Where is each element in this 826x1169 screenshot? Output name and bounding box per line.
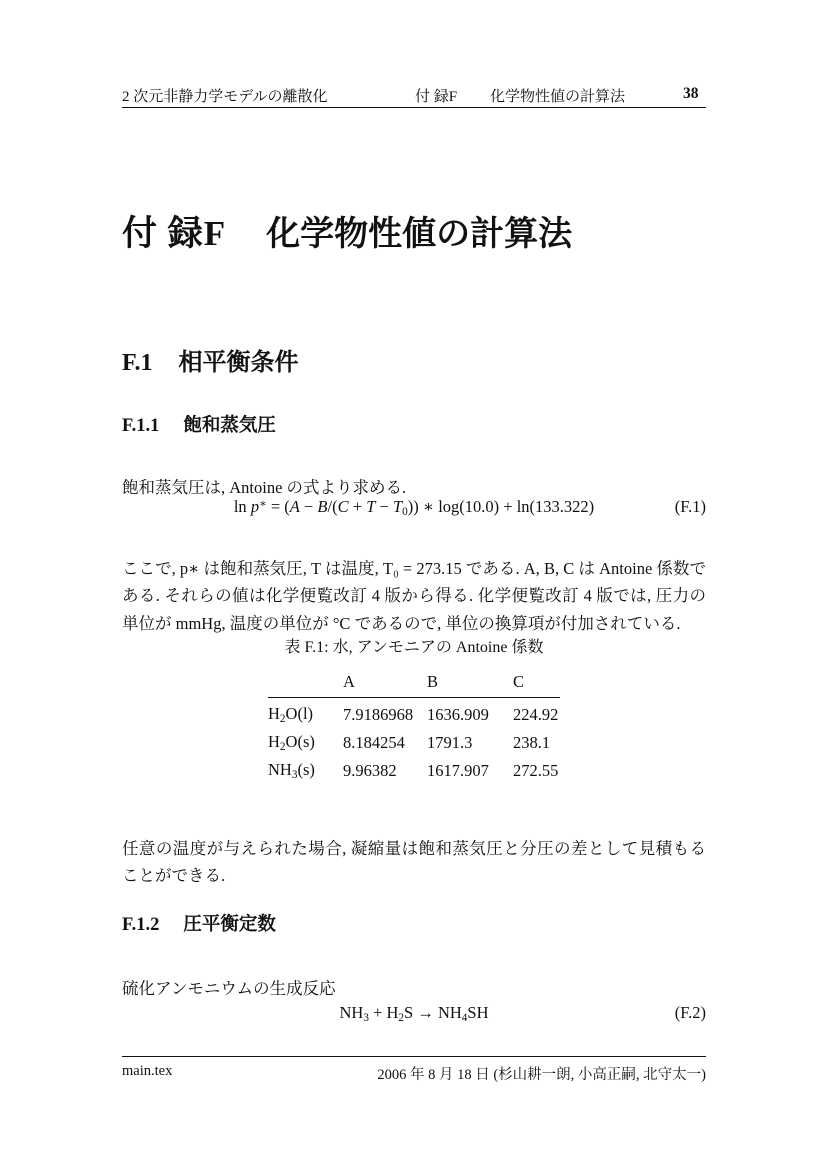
subsection-number: F.1.2 bbox=[122, 915, 160, 935]
header-page-number: 38 bbox=[683, 85, 699, 102]
footer-date-authors: 2006 年 8 月 18 日 (杉山耕一朗, 小高正嗣, 北守太一) bbox=[377, 1067, 706, 1083]
cell-b: 1636.909 bbox=[427, 704, 489, 724]
chapter-label: 付 録F bbox=[122, 214, 227, 253]
cell-c: 238.1 bbox=[513, 732, 551, 752]
paragraph-antoine-description: ここで, p∗ は飽和蒸気圧, T は温度, T₀ = 273.15 である. A, B, C は Antoine 係数である. それらの値は化学便覧改訂 4 版から得る. 化学便覧改訂 4 版では, 圧力の単位が mmHg, 温度の単位が °C であるので, 単位の換算項が付加されている. bbox=[122, 558, 706, 633]
row-label: NH3(s) bbox=[268, 760, 315, 781]
subsection-title: 圧平衡定数 bbox=[183, 913, 276, 934]
table-header-a: A bbox=[343, 672, 427, 698]
paragraph-condensation: 任意の温度が与えられた場合, 凝縮量は飽和蒸気圧と分圧の差として見積もることができる. bbox=[122, 838, 706, 885]
page-footer bbox=[122, 1063, 706, 1084]
footer-filename: main.tex bbox=[122, 1063, 173, 1079]
table-row bbox=[268, 698, 560, 727]
header-chapter-title: 化学物性値の計算法 bbox=[490, 89, 626, 105]
paragraph-intro: 飽和蒸気圧は, Antoine の式より求める. bbox=[122, 477, 407, 497]
subsection-heading-f11 bbox=[122, 411, 276, 437]
equation-f2 bbox=[122, 1003, 706, 1024]
row-label: H2O(l) bbox=[268, 704, 314, 725]
header-left-text: 2 次元非静力学モデルの離散化 bbox=[122, 89, 328, 105]
antoine-table-container bbox=[268, 672, 560, 782]
table-caption: 表 F.1: 水, アンモニアの Antoine 係数 bbox=[284, 639, 544, 656]
table-header-empty bbox=[268, 672, 343, 698]
table-header-b: B bbox=[427, 672, 513, 698]
footer-rule bbox=[122, 1056, 706, 1057]
subsection-number: F.1.1 bbox=[122, 416, 160, 436]
equation-f1 bbox=[122, 497, 706, 518]
equation-f1-body: ln p∗ = (A − B/(C + T − T0)) ∗ log(10.0) + ln(133.322) bbox=[233, 497, 595, 518]
header-chapter-label: 付 録F bbox=[415, 89, 458, 105]
equation-f2-number: (F.2) bbox=[674, 1003, 706, 1022]
equation-f2-body: NH3 + H2S → NH4SH bbox=[339, 1003, 489, 1024]
antoine-coefficients-table bbox=[268, 672, 560, 782]
chapter-heading bbox=[122, 206, 572, 256]
cell-a: 8.184254 bbox=[343, 732, 405, 752]
chapter-title: 化学物性値の計算法 bbox=[266, 215, 573, 253]
cell-b: 1617.907 bbox=[427, 760, 489, 780]
subsection-heading-f12 bbox=[122, 910, 276, 936]
cell-c: 224.92 bbox=[513, 704, 559, 724]
cell-a: 9.96382 bbox=[343, 760, 397, 780]
table-row bbox=[268, 726, 560, 754]
table-header-row bbox=[268, 672, 560, 698]
subsection-title: 飽和蒸気圧 bbox=[183, 414, 276, 435]
equation-f1-number: (F.1) bbox=[674, 497, 706, 516]
table-row bbox=[268, 754, 560, 782]
section-number: F.1 bbox=[122, 350, 153, 376]
section-heading-f1 bbox=[122, 342, 298, 377]
row-label: H2O(s) bbox=[268, 732, 315, 753]
section-title: 相平衡条件 bbox=[178, 349, 299, 376]
table-header-c: C bbox=[513, 672, 560, 698]
paragraph-f12-intro: 硫化アンモニウムの生成反応 bbox=[122, 978, 336, 998]
cell-b: 1791.3 bbox=[427, 732, 473, 752]
cell-a: 7.9186968 bbox=[343, 704, 414, 724]
header-rule bbox=[122, 107, 706, 108]
cell-c: 272.55 bbox=[513, 760, 559, 780]
